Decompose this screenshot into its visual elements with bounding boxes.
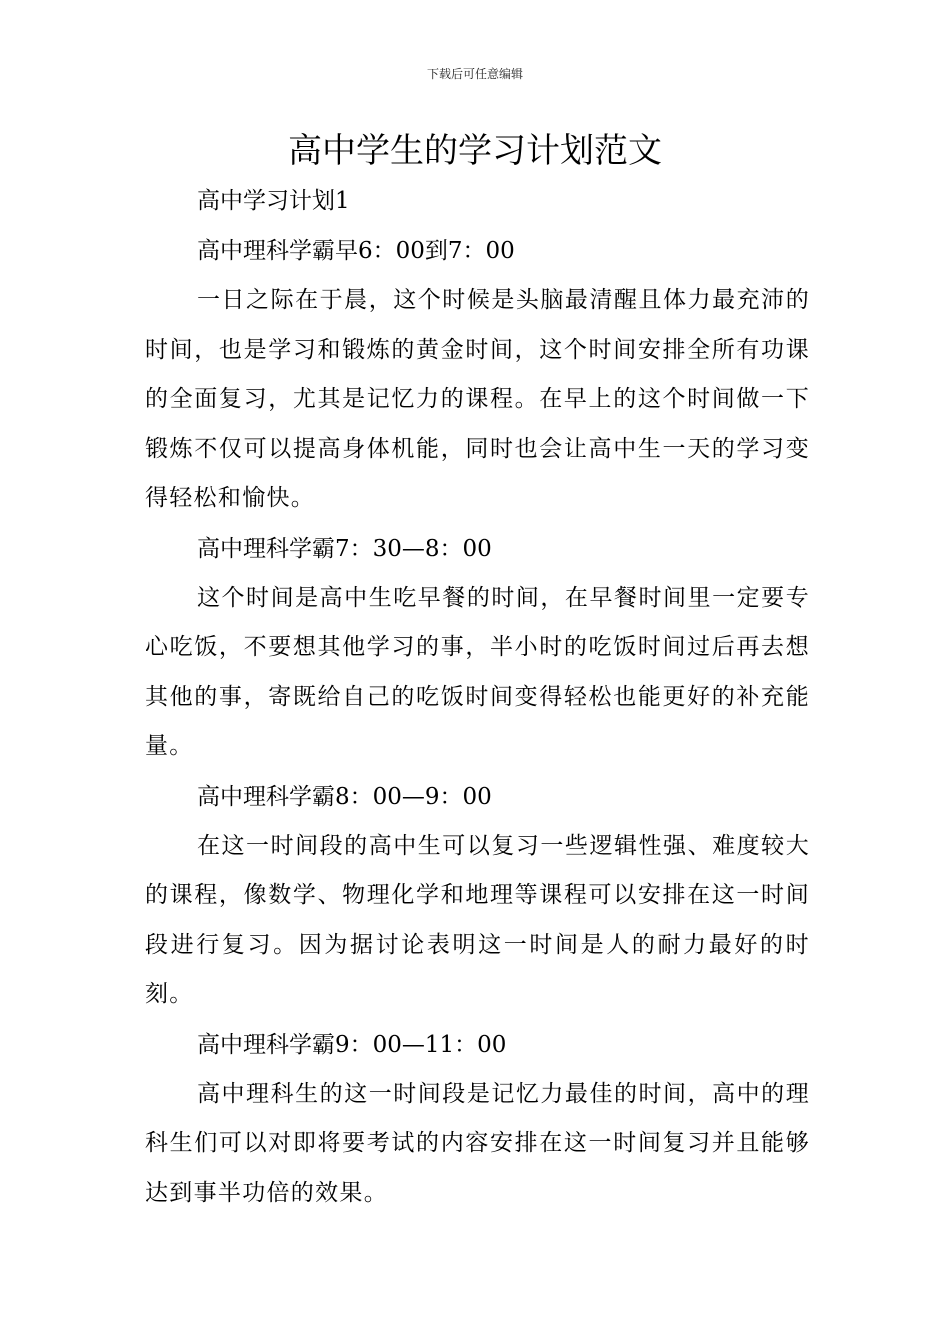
document-title: 高中学生的学习计划范文 bbox=[288, 131, 662, 171]
section-heading: 高中学习计划1 bbox=[197, 188, 350, 214]
schedule-paragraph: 这个时间是高中生吃早餐的时间，在早餐时间里一定要专心吃饭，不要想其他学习的事，半小时的吃饭时间过后再去想其他的事，寄既给自己的吃饭时间变得轻松也能更好的补充能量。 bbox=[145, 584, 810, 759]
header-note: 下载后可任意编辑 bbox=[426, 67, 523, 81]
schedule-paragraph: 高中理科生的这一时间段是记忆力最佳的时间，高中的理科生们可以对即将要考试的内容安排在这一时间复习并且能够达到事半功倍的效果。 bbox=[145, 1080, 810, 1206]
schedule-subheading: 高中理科学霸7：30—8：00 bbox=[197, 535, 492, 562]
schedule-subheading: 高中理科学霸早6：00到7：00 bbox=[197, 238, 515, 264]
schedule-subheading: 高中理科学霸8：00—9：00 bbox=[197, 783, 492, 810]
schedule-paragraph: 在这一时间段的高中生可以复习一些逻辑性强、难度较大的课程，像数学、物理化学和地理等课程可以安排在这一时间段进行复习。因为据讨论表明这一时间是人的耐力最好的时刻。 bbox=[145, 832, 810, 1007]
schedule-subheading: 高中理科学霸9：00—11：00 bbox=[197, 1031, 507, 1058]
schedule-paragraph: 一日之际在于晨，这个时候是头脑最清醒且体力最充沛的时间，也是学习和锻炼的黄金时间，这个时间安排全所有功课的全面复习，尤其是记忆力的课程。在早上的这个时间做一下锻炼不仅可以提高身体机能，同时也会让高中生一天的学习变得轻松和愉快。 bbox=[145, 287, 810, 511]
document-body bbox=[145, 176, 810, 1218]
